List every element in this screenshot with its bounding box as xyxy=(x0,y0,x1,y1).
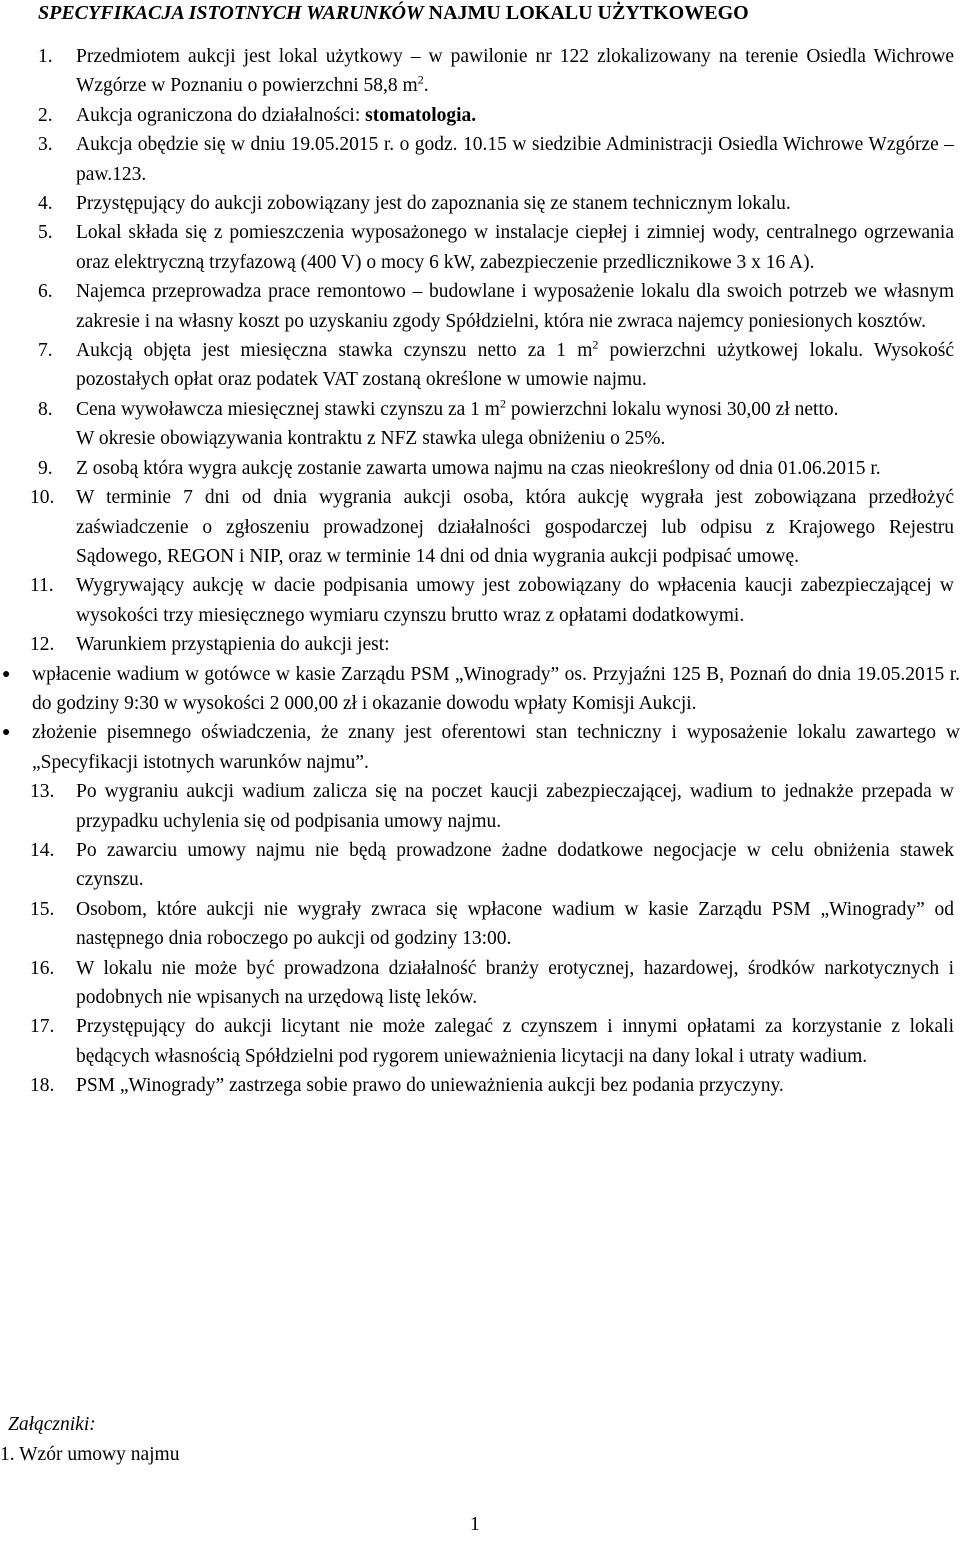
item-number: 7. xyxy=(38,340,53,362)
item-number: 10. xyxy=(30,487,55,509)
item-number: 5. xyxy=(38,222,53,244)
item-text: Przystępujący do aukcji licytant nie może zalegać z czynszem i innymi opłatami za korzystanie z lokali będących własnością Spółdzielni pod rygorem unieważnienia licytacji na dany lokal i utraty wadium. xyxy=(76,1016,954,1067)
item-text: Najemca przeprowadza prace remontowo – budowlane i wyposażenie lokalu dla swoich potrzeb we własnym zakresie i na własny koszt po uzyskaniu zgody Spółdzielni, która nie zwraca najemcy poniesionych kosztów. xyxy=(76,281,954,332)
item-text: PSM „Winogrady” zastrzega sobie prawo do unieważnienia aukcji bez podania przyczyny. xyxy=(76,1075,784,1097)
item-number: 12. xyxy=(30,634,55,656)
item-number: 15. xyxy=(30,898,55,920)
attachments-label: Załączniki: xyxy=(8,1414,96,1435)
attachment-item: 1. Wzór umowy najmu xyxy=(0,1444,180,1465)
item-number: 14. xyxy=(30,839,55,861)
document-title xyxy=(38,2,749,25)
item-text-main: Aukcją objęta jest miesięczna stawka czynszu netto za 1 m xyxy=(76,340,593,362)
item-number: 3. xyxy=(38,134,53,156)
item-number: 13. xyxy=(30,781,55,803)
list-item xyxy=(0,101,960,130)
list-item xyxy=(0,836,960,895)
conditions-list xyxy=(0,42,960,1101)
item-number: 2. xyxy=(38,104,53,126)
item-text-after: . xyxy=(423,75,429,97)
list-item xyxy=(0,336,960,395)
item-number: 6. xyxy=(38,281,53,303)
item-text-after: powierzchni użytkowej lokalu. Wysokość pozostałych opłat oraz podatek VAT zostaną określone w umowie najmu. xyxy=(76,340,954,391)
list-item xyxy=(0,895,960,954)
list-item xyxy=(0,1071,960,1100)
list-item xyxy=(0,42,960,101)
item-text: Aukcja obędzie się w dniu 19.05.2015 r. o godz. 10.15 w siedzibie Administracji Osiedla Wichrowe Wzgórze – paw.123. xyxy=(76,134,954,185)
list-item xyxy=(0,218,960,277)
item-text: Po wygraniu aukcji wadium zalicza się na poczet kaucji zabezpieczającej, wadium to jednakże przepada w przypadku uchylenia się od podpisania umowy najmu. xyxy=(76,781,954,832)
list-item xyxy=(0,954,960,1013)
item-number: 17. xyxy=(30,1016,55,1038)
list-item xyxy=(0,777,960,836)
item-number: 9. xyxy=(38,457,53,479)
item-number: 11. xyxy=(30,575,54,597)
superscript-2: 2 xyxy=(592,337,599,352)
page-number: 1 xyxy=(470,1514,480,1535)
list-item xyxy=(0,571,960,630)
item-text-main: Cena wywoławcza miesięcznej stawki czynszu za 1 m xyxy=(76,398,500,420)
superscript-2: 2 xyxy=(499,396,506,411)
document-title-italic: SPECYFIKACJA ISTOTNYCH WARUNKÓW xyxy=(38,2,424,24)
item-number: 18. xyxy=(30,1075,55,1097)
item-number: 4. xyxy=(38,193,53,215)
list-item xyxy=(0,395,960,454)
item-text: Warunkiem przystąpienia do aukcji jest: xyxy=(76,634,390,656)
item-text xyxy=(76,336,954,395)
list-item xyxy=(0,630,960,777)
item-text: Po zawarciu umowy najmu nie będą prowadzone żadne dodatkowe negocjacje w celu obniżenia stawek czynszu. xyxy=(76,839,954,891)
item-text-main: Aukcja ograniczona do działalności: xyxy=(76,104,366,126)
item-number: 1. xyxy=(38,46,53,67)
item-extra-text: W okresie obowiązywania kontraktu z NFZ stawka ulega obniżeniu o 25%. xyxy=(76,428,666,450)
bullet-item: ● wpłacenie wadium w gotówce w kasie Zarządu PSM „Winogrady” os. Przyjaźni 125 B, Poznań do dnia 19.05.2015 r. do godziny 9:30 w wysokości 2 000,00 zł i okazanie dowodu wpłaty Komisji Aukcji. xyxy=(0,660,960,719)
superscript-2: 2 xyxy=(417,72,424,87)
document-title-rest: NAJMU LOKALU UŻYTKOWEGO xyxy=(423,2,749,24)
list-item xyxy=(0,130,960,189)
bullet-item: ● złożenie pisemnego oświadczenia, że znany jest oferentowi stan techniczny i wyposażenie lokalu zawartego w „Specyfikacji istotnych warunków najmu”. xyxy=(0,718,960,777)
item-text xyxy=(76,395,954,424)
list-item xyxy=(0,454,960,483)
item-text: Osobom, które aukcji nie wygrały zwraca się wpłacone wadium w kasie Zarządu PSM „Winogrady” od następnego dnia roboczego po aukcji od godziny 13:00. xyxy=(76,898,954,950)
item-text: W terminie 7 dni od dnia wygrania aukcji osoba, która aukcję wygrała jest zobowiązana przedłożyć zaświadczenie o zgłoszeniu prowadzonej działalności gospodarczej lub odpisu z Krajowego Rejestru Sądowego, REGON i NIP, oraz w terminie 14 dni od dnia wygrania aukcji podpisać umowę. xyxy=(76,487,954,567)
list-item xyxy=(0,483,960,571)
item-text: Przystępujący do aukcji zobowiązany jest do zapoznania się ze stanem technicznym lokalu. xyxy=(76,193,791,215)
item-text: Z osobą która wygra aukcję zostanie zawarta umowa najmu na czas nieokreślony od dnia 01.06.2015 r. xyxy=(76,457,881,479)
list-item xyxy=(0,189,960,218)
item-text xyxy=(76,101,954,130)
list-item xyxy=(0,277,960,336)
item-number: 16. xyxy=(30,957,55,979)
item-text xyxy=(76,42,954,101)
bullet-list xyxy=(0,660,960,778)
item-text-main: Przedmiotem aukcji jest lokal użytkowy – w pawilonie nr 122 zlokalizowany na terenie Osiedla Wichrowe Wzgórze w Poznaniu o powierzchni 58,8 m xyxy=(76,46,954,97)
item-text-after: powierzchni lokalu wynosi 30,00 zł netto. xyxy=(505,398,839,420)
item-number: 8. xyxy=(38,398,53,420)
item-text: Wygrywający aukcję w dacie podpisania umowy jest zobowiązany do wpłacenia kaucji zabezpieczającej w wysokości trzy miesięcznego wymiaru czynszu brutto wraz z opłatami dodatkowymi. xyxy=(76,575,954,626)
item-text: Lokal składa się z pomieszczenia wyposażonego w instalacje ciepłej i zimniej wody, centralnego ogrzewania oraz elektryczną trzyfazową (400 V) o mocy 6 kW, zabezpieczenie przedlicznikowe 3 x 16 A). xyxy=(76,222,954,273)
list-item xyxy=(0,1012,960,1071)
item-text-bold: stomatologia. xyxy=(365,104,477,126)
item-text: W lokalu nie może być prowadzona działalność branży erotycznej, hazardowej, środków narkotycznych i podobnych nie wpisanych na urzędową listę leków. xyxy=(76,957,954,1008)
